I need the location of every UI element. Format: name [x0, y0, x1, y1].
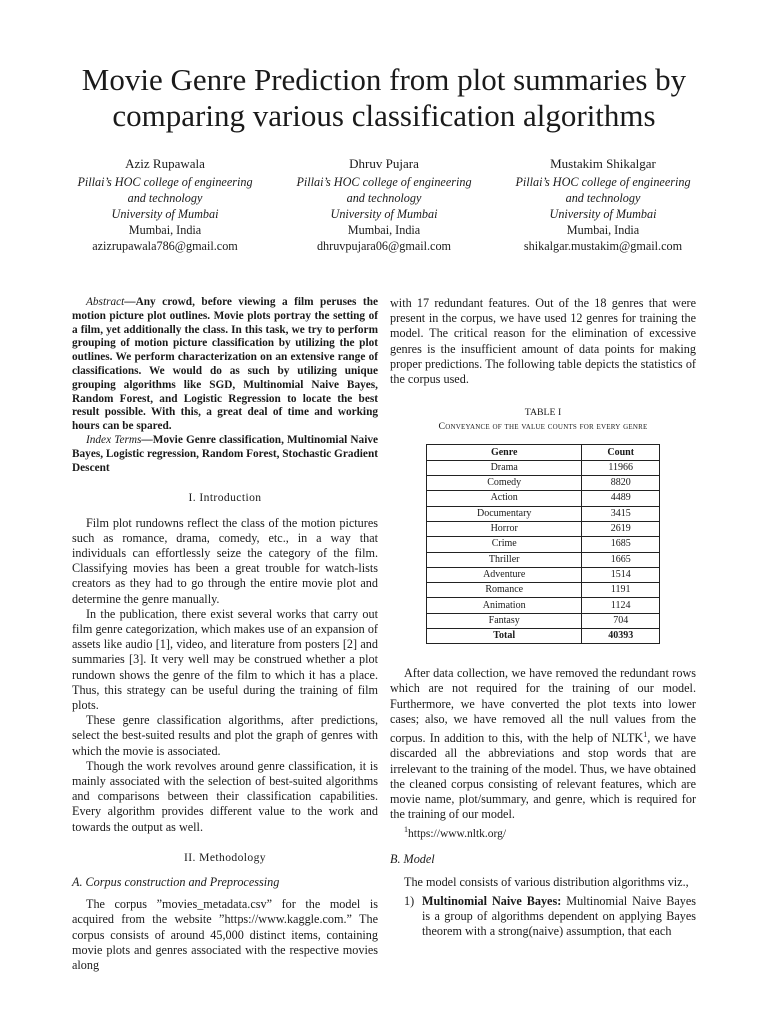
- total-count-cell: 40393: [582, 628, 660, 643]
- count-cell: 4489: [582, 491, 660, 506]
- paragraph: The model consists of various distribution algorithms viz.,: [404, 874, 689, 889]
- author-affiliation: Pillai’s HOC college of engineering: [77, 175, 253, 189]
- genre-cell: Fantasy: [427, 613, 582, 628]
- footnote-number: 1: [404, 825, 408, 835]
- author-affiliation: and technology: [127, 191, 203, 205]
- footnote: [404, 822, 696, 842]
- paragraph: [390, 666, 696, 822]
- footnote-text: https://www.nltk.org/: [408, 828, 507, 841]
- genre-count-table: [426, 444, 660, 644]
- count-cell: 1514: [582, 567, 660, 582]
- subsection-heading-corpus: A. Corpus construction and Preprocessing: [72, 875, 280, 890]
- count-cell: 1191: [582, 583, 660, 598]
- abstract-text: —Any crowd, before viewing a film peruses the motion picture plot outlines. Movie plots portray the setting of a film, yet additionally the class. In this task, we try to perform grouping of motion picture classification by utilizing the plot outlines. We perform characterization on an extensive range of classifications. We would do as such by utilizing unique grouping algorithms like SGD, Multinomial Naive Bayes, Random Forest, and Logistic Regression to locate the best result possible. With this, a great deal of time and working hours can be spared.: [72, 296, 378, 433]
- table-row: [427, 460, 660, 475]
- author-email: shikalgar.mustakim@gmail.com: [523, 239, 683, 253]
- author-university: University of Mumbai: [111, 207, 219, 221]
- author-location: Mumbai, India: [128, 223, 202, 237]
- left-column: [72, 296, 378, 973]
- list-item-text: Multinomial Naive Bayes is a group of algorithms dependent on applying Bayes theorem with a strong(naive) assumption, that each: [422, 893, 696, 939]
- table-header-row: [427, 445, 660, 460]
- author-affiliation: Pillai’s HOC college of engineering: [296, 175, 472, 189]
- count-cell: 1685: [582, 537, 660, 552]
- author-name: Aziz Rupawala: [125, 156, 205, 171]
- genre-cell: Horror: [427, 521, 582, 536]
- right-column: [390, 296, 696, 939]
- list-item: [390, 894, 696, 940]
- table-row: [427, 476, 660, 491]
- table-row: [427, 552, 660, 567]
- paper-title: Movie Genre Prediction from plot summaries by comparing various classification algorithms: [81, 62, 687, 133]
- author-2: [279, 156, 489, 254]
- genre-cell: Documentary: [427, 506, 582, 521]
- subsection-heading-model: B. Model: [390, 852, 435, 867]
- genre-cell: Comedy: [427, 476, 582, 491]
- table-row: [427, 613, 660, 628]
- section-heading-methodology: II. Methodology: [184, 850, 266, 864]
- author-email: azizrupawala786@gmail.com: [92, 239, 238, 253]
- genre-cell: Adventure: [427, 567, 582, 582]
- table-row: [427, 583, 660, 598]
- paragraph: In the publication, there exist several works that carry out film genre categorization, which makes use of an expansion of assets like audio [1], video, and literature from posters [2] and summaries [3]. It very well may be construed whether a plot rundown shows the genre of the film to which it has a place. Thus, this strategy can be useful during the training of film plots.: [72, 606, 378, 712]
- author-university: University of Mumbai: [549, 207, 657, 221]
- section-heading-introduction: I. Introduction: [188, 491, 262, 505]
- abstract: [72, 296, 378, 434]
- author-affiliation: and technology: [565, 191, 641, 205]
- index-terms-label: Index Terms: [86, 433, 142, 446]
- author-location: Mumbai, India: [347, 223, 421, 237]
- index-terms-text: —Movie Genre classification, Multinomial Naive Bayes, Logistic regression, Random Forest, Stochastic Gradient Descent: [72, 433, 378, 474]
- paragraph-text: , we have discarded all the abbreviations and stop words that are irrelevant to the training of the model. Thus, we have obtained the cleaned corpus consisting of relevant features, which are movie name, plot/summary, and genre, which is required for the training of our model.: [390, 731, 696, 822]
- algorithm-list: [390, 894, 696, 940]
- author-3: [498, 156, 708, 254]
- table-caption: TABLE I: [524, 407, 562, 419]
- table-row: [427, 506, 660, 521]
- genre-cell: Action: [427, 491, 582, 506]
- author-name: Dhruv Pujara: [349, 156, 419, 171]
- table-subcaption: Conveyance of the value counts for every genre: [438, 421, 648, 433]
- author-affiliation: Pillai’s HOC college of engineering: [515, 175, 691, 189]
- paragraph: Though the work revolves around genre classification, it is mainly associated with the selection of best-suited algorithms and comparisons between their classification capabilities. Every algorithm provides different value to the work and towards the output as well.: [72, 758, 378, 834]
- table-body: [427, 460, 660, 644]
- table-total-row: [427, 628, 660, 643]
- genre-cell: Romance: [427, 583, 582, 598]
- table-row: [427, 521, 660, 536]
- count-cell: 11966: [582, 460, 660, 475]
- genre-cell: Drama: [427, 460, 582, 475]
- list-number: 1): [404, 893, 415, 908]
- author-email: dhruvpujara06@gmail.com: [316, 239, 452, 253]
- index-terms: [72, 434, 378, 475]
- count-cell: 1124: [582, 598, 660, 613]
- paragraph: with 17 redundant features. Out of the 18 genres that were present in the corpus, we have used 12 genres for training the model. The critical reason for the elimination of excessive genres is the insufficient amount of data points for making proper predictions. The following table depicts the statistics of the corpus used.: [390, 296, 696, 387]
- author-location: Mumbai, India: [566, 223, 640, 237]
- paragraph: Film plot rundowns reflect the class of the motion pictures such as romance, drama, comedy, etc., in a way that individuals can effortlessly seize the category of the film. Classifying movies has been a great trouble for watch-lists creators as they had to go through the entire movie plot and determine the genre manually.: [72, 515, 378, 606]
- total-label-cell: Total: [427, 628, 582, 643]
- paragraph: The corpus ”movies_metadata.csv” for the model is acquired from the website ”https://www.kaggle.com.” The corpus consists of around 45,000 distinct items, containing movie plots and genres associated with the respective movies along: [72, 897, 378, 973]
- list-item-title: Multinomial Naive Bayes:: [422, 893, 562, 908]
- table-row: [427, 598, 660, 613]
- author-name: Mustakim Shikalgar: [550, 156, 656, 171]
- count-cell: 8820: [582, 476, 660, 491]
- footnote-marker: 1: [643, 730, 648, 740]
- abstract-label: Abstract: [86, 296, 125, 308]
- table-row: [427, 491, 660, 506]
- paragraph: These genre classification algorithms, after predictions, select the best-suited results and plot the graph of genres with which the movie is associated.: [72, 713, 378, 758]
- table-row: [427, 537, 660, 552]
- count-cell: 1665: [582, 552, 660, 567]
- author-block: [60, 156, 708, 254]
- count-cell: 2619: [582, 521, 660, 536]
- table-row: [427, 567, 660, 582]
- paragraph-text: After data collection, we have removed the redundant rows which are not required for the training of our model. Furthermore, we have converted the plot texts into lower cases; also, we have removed all the null values from the corpus. In addition to this, with the help of NLTK: [390, 666, 696, 746]
- count-cell: 704: [582, 613, 660, 628]
- author-university: University of Mumbai: [330, 207, 438, 221]
- author-1: [60, 156, 270, 254]
- genre-cell: Thriller: [427, 552, 582, 567]
- genre-cell: Crime: [427, 537, 582, 552]
- table-header-cell: Count: [582, 445, 660, 460]
- author-affiliation: and technology: [346, 191, 422, 205]
- count-cell: 3415: [582, 506, 660, 521]
- table-header-cell: Genre: [427, 445, 582, 460]
- genre-cell: Animation: [427, 598, 582, 613]
